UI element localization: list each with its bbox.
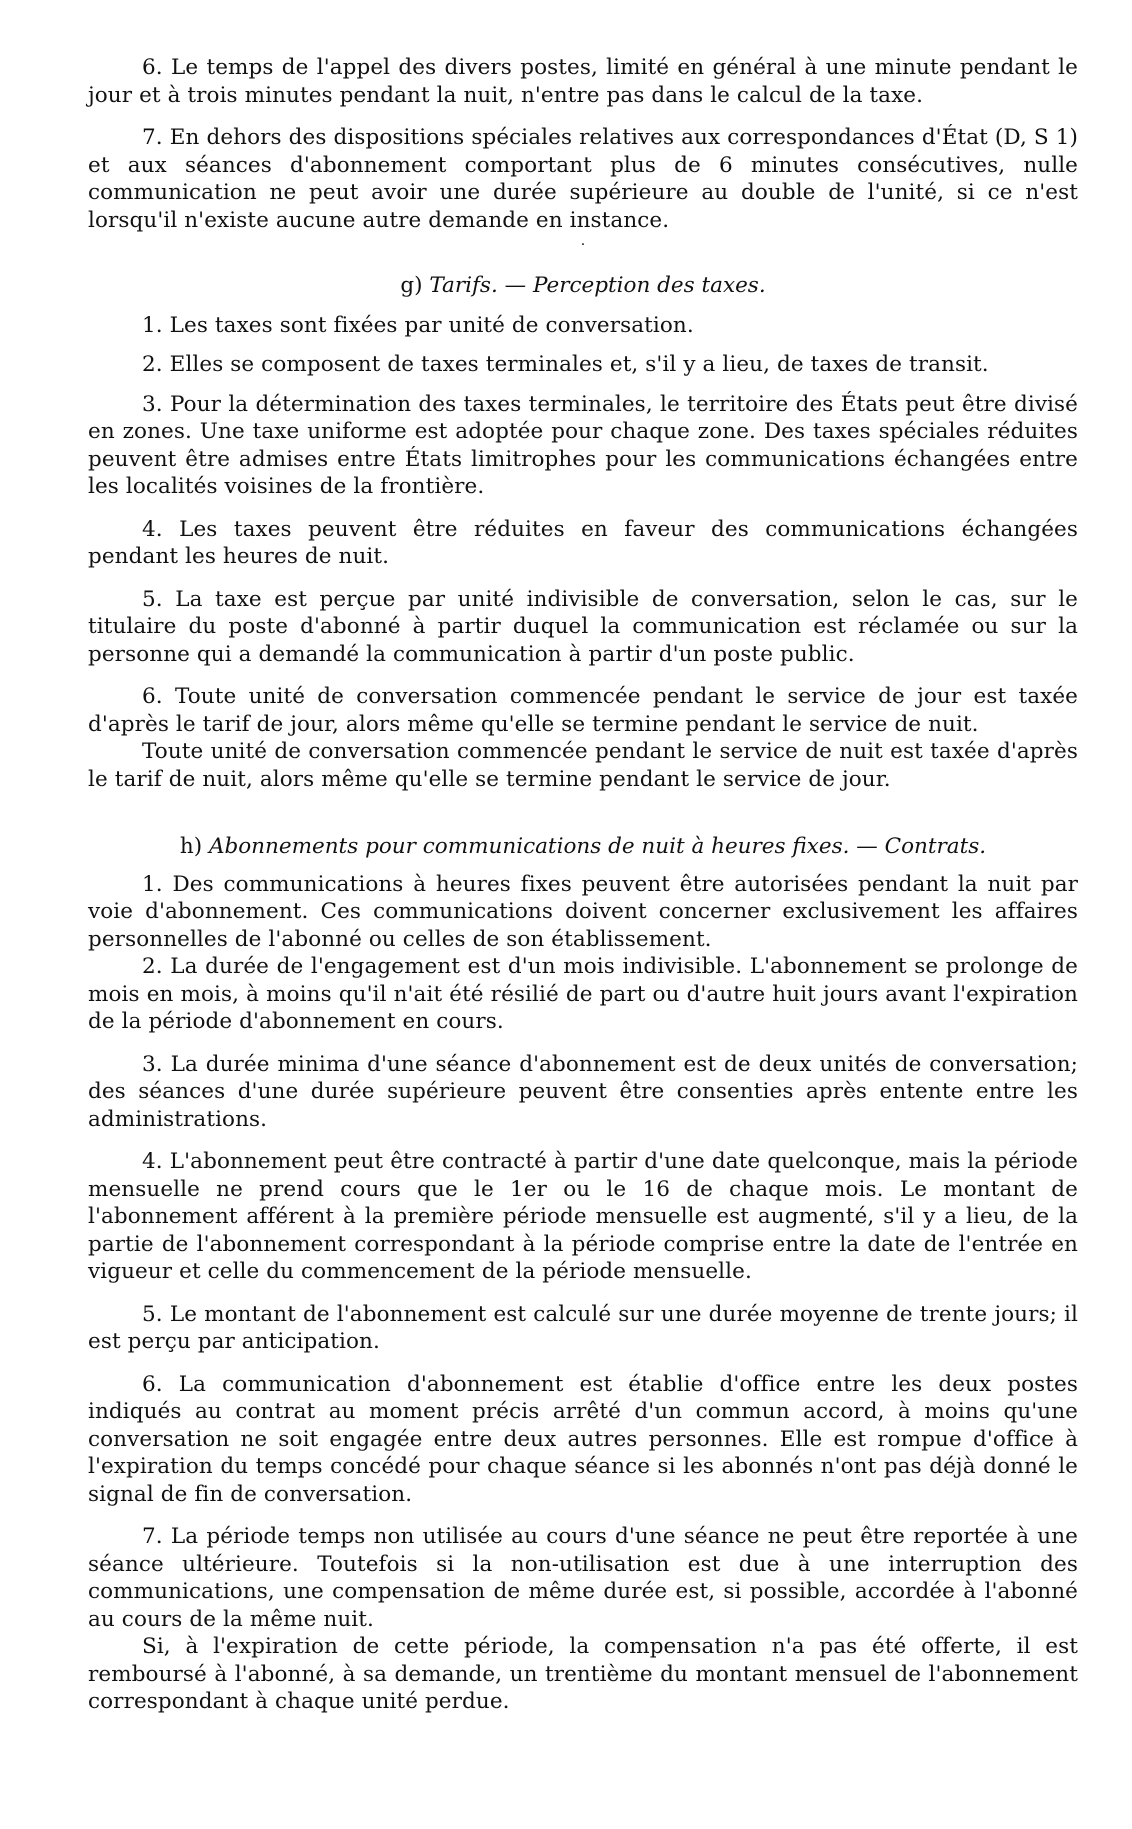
paragraph-g-6-continued: Toute unité de conversation commencée pendant le service de nuit est taxée d'après le tarif de nuit, alors même qu'elle se termine pendant le service de jour. (88, 739, 1078, 792)
paragraph-g-2: 2. Elles se composent de taxes terminales et, s'il y a lieu, de taxes de transit. (142, 352, 989, 377)
paragraph-h-1: 1. Des communications à heures fixes peuvent être autorisées pendant la nuit par voie d'abonnement. Ces communications doivent concerner exclusivement les affaires personnelles de l'abonné ou celles de son établissement. (88, 871, 1078, 952)
paragraph-g-1: 1. Les taxes sont fixées par unité de conversation. (142, 312, 694, 338)
paragraph-h-4: 4. L'abonnement peut être contracté à partir d'une date quelconque, mais la période mensuelle ne prend cours que le 1er ou le 16 de chaque mois. Le montant de l'abonnement afférent à la première période mensuelle est augmenté, s'il y a lieu, de la partie de l'abonnement correspondant à la période comprise entre la date de l'entrée en vigueur et celle du commencement de la période mensuelle. (88, 1149, 1078, 1284)
paragraph-g-3: 3. Pour la détermination des taxes terminales, le territoire des États peut être divisé en zones. Une taxe uniforme est adoptée pour chaque zone. Des taxes spéciales réduites peuvent être admises entre États limitrophes pour les communications échangées entre les localités voisines de la frontière. (88, 391, 1078, 499)
paragraph-g-6: 6. Toute unité de conversation commencée pendant le service de jour est taxée d'après le tarif de jour, alors même qu'elle se termine pendant le service de nuit. (88, 684, 1078, 737)
separator-dot: · (580, 237, 586, 253)
paragraph-h-7-continued: Si, à l'expiration de cette période, la compensation n'a pas été offerte, il est remboursé à l'abonné, à sa demande, un trentième du montant mensuel de l'abonnement correspondant à chaque unité perdue. (88, 1634, 1078, 1714)
paragraph-g-4: 4. Les taxes peuvent être réduites en faveur des communications échangées pendant les heures de nuit. (88, 516, 1078, 569)
section-heading-h (88, 833, 1078, 861)
page-content (88, 54, 1078, 1716)
section-title-g: Tarifs. — Perception des taxes. (429, 273, 766, 298)
paragraph-h-3: 3. La durée minima d'une séance d'abonnement est de deux unités de conversation; des séances d'une durée supérieure peuvent être consenties après entente entre les administrations. (88, 1051, 1078, 1132)
paragraph-g-5: 5. La taxe est perçue par unité indivisible de conversation, selon le cas, sur le titulaire du poste d'abonné à partir duquel la communication est réclamée ou sur la personne qui a demandé la communication à partir d'un poste public. (88, 586, 1078, 667)
paragraph-h-7: 7. La période temps non utilisée au cours d'une séance ne peut être reportée à une séance ultérieure. Toutefois si la non-utilisation est due à une interruption des communications, une compensation de même durée est, si possible, accordée à l'abonné au cours de la même nuit. (88, 1524, 1078, 1632)
section-title-h: Abonnements pour communications de nuit à heures fixes. — Contrats. (208, 834, 987, 859)
paragraph-h-6: 6. La communication d'abonnement est établie d'office entre les deux postes indiqués au contrat au moment précis arrêté d'un commun accord, à moins qu'une conversation ne soit engagée entre deux autres personnes. Elle est rompue d'office à l'expiration du temps concédé pour chaque séance si les abonnés n'ont pas déjà donné le signal de fin de conversation. (88, 1371, 1078, 1507)
paragraph-h-2: 2. La durée de l'engagement est d'un mois indivisible. L'abonnement se prolonge de mois en mois, à moins qu'il n'ait été résilié de part ou d'autre huit jours avant l'expiration de la période d'abonnement en cours. (88, 954, 1078, 1034)
paragraph-h-5: 5. Le montant de l'abonnement est calculé sur une durée moyenne de trente jours; il est perçu par anticipation. (88, 1301, 1078, 1354)
section-label-g: g) (400, 273, 423, 298)
section-label-h: h) (179, 834, 203, 859)
section-heading-g (88, 272, 1078, 300)
paragraph-f-7: 7. En dehors des dispositions spéciales relatives aux correspondances d'État (D, S 1) et aux séances d'abonnement comportant plus de 6 minutes consécutives, nulle communication ne peut avoir une durée supérieure au double de l'unité, si ce n'est lorsqu'il n'existe aucune autre demande en instance. (88, 125, 1078, 233)
paragraph-f-6: 6. Le temps de l'appel des divers postes, limité en général à une minute pendant le jour et à trois minutes pendant la nuit, n'entre pas dans le calcul de la taxe. (88, 55, 1078, 108)
